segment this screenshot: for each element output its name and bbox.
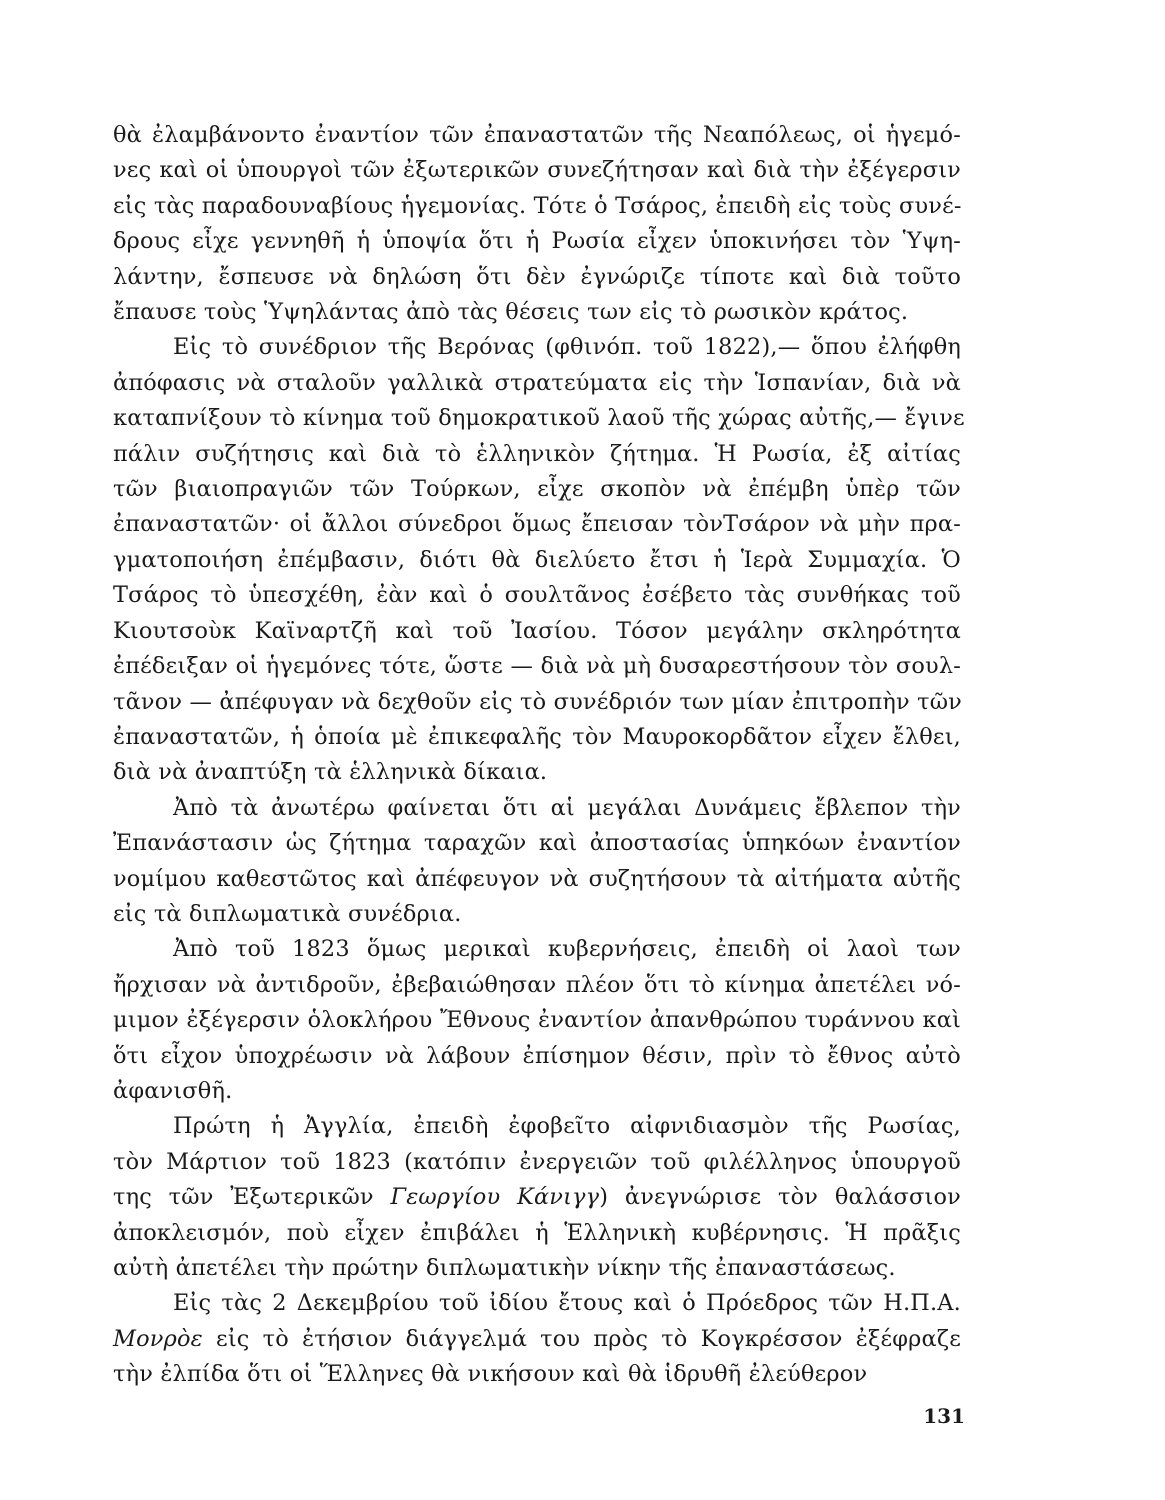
text-line: ἔπαυσε τοὺς Ὑψηλάντας ἀπὸ τὰς θέσεις των εἰς τὸ ρωσικὸν κράτος. (113, 299, 909, 326)
paragraph (113, 330, 965, 790)
paragraph (113, 1286, 961, 1392)
text-line: ἤρχισαν νὰ ἀντιδροῦν, ἐβεβαιώθησαν πλέον ὅτι τὸ κίνημα ἀπετέλει νό- (113, 971, 961, 998)
italic-name: Μονρὸε (113, 1325, 203, 1352)
text-line: εἰς τὰ διπλωματικὰ συνέδρια. (113, 900, 462, 927)
paragraph (113, 932, 961, 1109)
paragraph (113, 791, 961, 933)
text-line: γματοποιήση ἐπέμβασιν, διότι θὰ διελύετο ἔτσι ἡ Ἱερὰ Συμμαχία. Ὁ (113, 546, 961, 573)
text-line: ἐπαναστατῶν, ἡ ὁποία μὲ ἐπικεφαλῆς τὸν Μαυροκορδᾶτον εἶχεν ἔλθει, (113, 723, 961, 750)
text-line: Ἐπανάστασιν ὡς ζήτημα ταραχῶν καὶ ἀποστασίας ὑπηκόων ἐναντίον (113, 830, 961, 857)
text-line: τᾶνον — ἀπέφυγαν νὰ δεχθοῦν εἰς τὸ συνέδριόν των μίαν ἐπιτροπὴν τῶν (113, 688, 962, 715)
text-line: διὰ νὰ ἀναπτύξη τὰ ἑλληνικὰ δίκαια. (113, 759, 548, 786)
paragraph (113, 1109, 961, 1286)
text-line: νομίμου καθεστῶτος καὶ ἀπέφευγον νὰ συζητήσουν τὰ αἰτήματα αὐτῆς (113, 865, 961, 892)
text-line: της τῶν Ἐξωτερικῶν Γεωργίου Κάνιγγ) ἀνεγνώρισε τὸν θαλάσσιον (113, 1184, 961, 1211)
body-text (113, 118, 965, 1393)
text-line: ἐπέδειξαν οἱ ἡγεμόνες τότε, ὥστε — διὰ νὰ μὴ δυσαρεστήσουν τὸν σουλ- (113, 653, 961, 680)
text-line: τὴν ἐλπίδα ὅτι οἱ Ἕλληνες θὰ νικήσουν καὶ θὰ ἱδρυθῆ ἐλεύθερον (113, 1361, 868, 1388)
text-line: Πρώτη ἡ Ἀγγλία, ἐπειδὴ ἐφοβεῖτο αἰφνιδιασμὸν τῆς Ρωσίας, (173, 1113, 961, 1140)
text-line: ἀποκλεισμόν, ποὺ εἶχεν ἐπιβάλει ἡ Ἑλληνικὴ κυβέρνησις. Ἡ πρᾶξις (113, 1219, 961, 1246)
text-line: ἐπαναστατῶν· οἱ ἄλλοι σύνεδροι ὅμως ἔπεισαν τὸνΤσάρον νὰ μὴν πρα- (113, 511, 961, 538)
text-line: Μονρὸε εἰς τὸ ἐτήσιον διάγγελμά του πρὸς τὸ Κογκρέσσον ἐξέφραζε (113, 1325, 961, 1352)
text-line: δρους εἶχε γεννηθῆ ἡ ὑποψία ὅτι ἡ Ρωσία εἶχεν ὑποκινήσει τὸν Ὑψη- (113, 228, 961, 255)
text-line: λάντην, ἔσπευσε νὰ δηλώση ὅτι δὲν ἐγνώριζε τίποτε καὶ διὰ τοῦτο (113, 263, 961, 290)
italic-name: Γεωργίου Κάνιγγ (390, 1184, 600, 1211)
text-line: Εἰς τὸ συνέδριον τῆς Βερόνας (φθινόπ. τοῦ 1822),— ὅπου ἐλήφθη (173, 334, 961, 361)
paragraph (113, 118, 961, 330)
text-line: τὸν Μάρτιον τοῦ 1823 (κατόπιν ἐνεργειῶν τοῦ φιλέλληνος ὑπουργοῦ (113, 1148, 961, 1175)
text-line: νες καὶ οἱ ὑπουργοὶ τῶν ἐξωτερικῶν συνεζήτησαν καὶ διὰ τὴν ἐξέγερσιν (113, 157, 961, 184)
text-line: θὰ ἐλαμβάνοντο ἐναντίον τῶν ἐπαναστατῶν τῆς Νεαπόλεως, οἱ ἡγεμό- (113, 122, 961, 148)
text-line: καταπνίξουν τὸ κίνημα τοῦ δημοκρατικοῦ λαοῦ τῆς χώρας αὐτῆς,— ἔγινε (113, 405, 965, 432)
text-line: Ἀπὸ τοῦ 1823 ὅμως μερικαὶ κυβερνήσεις, ἐπειδὴ οἱ λαοὶ των (173, 936, 961, 963)
text-line: Κιουτσοὺκ Καϊναρτζῆ καὶ τοῦ Ἰασίου. Τόσον μεγάλην σκληρότητα (113, 617, 961, 644)
text-line: πάλιν συζήτησις καὶ διὰ τὸ ἑλληνικὸν ζήτημα. Ἡ Ρωσία, ἐξ αἰτίας (113, 440, 961, 467)
text-line: Τσάρος τὸ ὑπεσχέθη, ἐὰν καὶ ὁ σουλτᾶνος ἐσέβετο τὰς συνθήκας τοῦ (113, 582, 961, 609)
text-line: εἰς τὰς παραδουναβίους ἡγεμονίας. Τότε ὁ Τσάρος, ἐπειδὴ εἰς τοὺς συνέ- (113, 192, 962, 219)
text-line: ὅτι εἶχον ὑποχρέωσιν νὰ λάβουν ἐπίσημον θέσιν, πρὶν τὸ ἔθνος αὐτὸ (113, 1042, 961, 1069)
page-number: 131 (923, 1404, 965, 1428)
text-line: αὐτὴ ἀπετέλει τὴν πρώτην διπλωματικὴν νίκην τῆς ἐπαναστάσεως. (113, 1255, 896, 1281)
text-line: Ἀπὸ τὰ ἀνωτέρω φαίνεται ὅτι αἱ μεγάλαι Δυνάμεις ἔβλεπον τὴν (173, 794, 961, 821)
text-line: ἀφανισθῆ. (113, 1077, 233, 1104)
text-line: ἀπόφασις νὰ σταλοῦν γαλλικὰ στρατεύματα εἰς τὴν Ἱσπανίαν, διὰ νὰ (113, 369, 961, 396)
text-line: μιμον ἐξέγερσιν ὁλοκλήρου Ἔθνους ἐναντίον ἀπανθρώπου τυράννου καὶ (113, 1007, 961, 1034)
text-line: τῶν βιαιοπραγιῶν τῶν Τούρκων, εἶχε σκοπὸν νὰ ἐπέμβη ὑπὲρ τῶν (113, 476, 961, 503)
text-line: Εἰς τὰς 2 Δεκεμβρίου τοῦ ἰδίου ἔτους καὶ ὁ Πρόεδρος τῶν Η.Π.Α. (173, 1290, 961, 1317)
